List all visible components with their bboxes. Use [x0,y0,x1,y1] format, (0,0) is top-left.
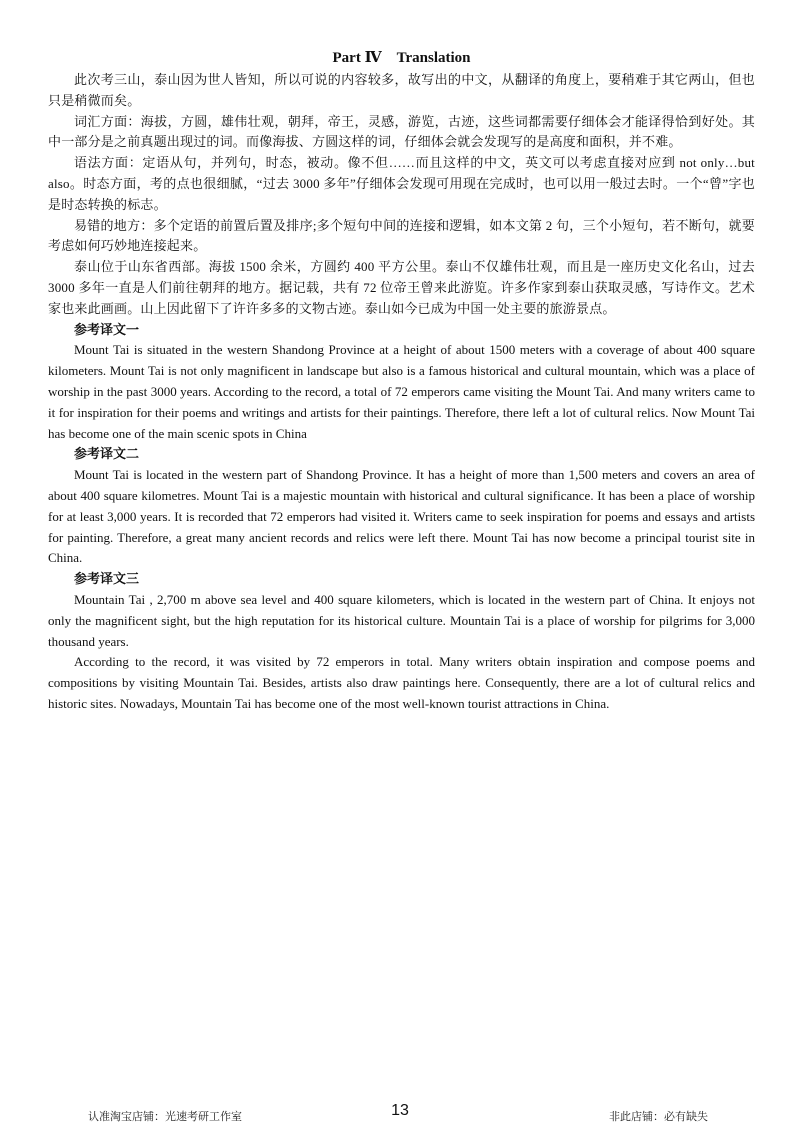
reference-translation-2-heading: 参考译文二 [74,446,140,462]
footer-shop-notice: 认准淘宝店铺：光速考研工作室 [88,1110,242,1123]
reference-translation-1-heading: 参考译文一 [74,321,140,337]
reference-translation-3-paragraph-1: Mountain Tai , 2,700 m above sea level and 400 square kilometers, which is located in the western part of China. It enjoys not only the magnificent sight, but the high reputation for its historical culture. Mountain Tai is a place of worship for pilgrims for 3,000 thousand years. [48,591,755,649]
intro-paragraph-grammar: 语法方面：定语从句，并列句，时态，被动。像不但……而且这样的中文，英文可以考虑直接对应到 not only…but also。时态方面，考的点也很细腻，“过去 3000 多年”仔细体会发现可用现在完成时，也可以用一般过去时。一个“曾”字也是时态转换的标志。 [48,155,755,212]
intro-paragraph-overview: 此次考三山，泰山因为世人皆知，所以可说的内容较多，故写出的中文，从翻译的角度上，要稍难于其它两山，但也只是稍微而矣。 [48,72,755,108]
page-number: 13 [391,1102,409,1119]
footer-warning: 非此店铺：必有缺失 [609,1110,708,1123]
reference-translation-2-paragraph: Mount Tai is located in the western part of Shandong Province. It has a height of more than 1,500 meters and covers an area of about 400 square kilometres. Mount Tai is a majestic mountain with historical and cultural significance. It has been a place of worship for at least 3,000 years. It is recorded that 72 emperors had visited it. Writers came to seek inspiration for poems and essays and artists for painting. Therefore, a great many ancient records and relics were left there. Mount Tai has now become a principal tourist site in China. [48,467,755,566]
reference-translation-1-paragraph: Mount Tai is situated in the western Shandong Province at a height of about 1500 meters with a coverage of about 400 square kilometers. Mount Tai is not only magnificent in landscape but also is a famous historical and cultural mountain, which was a place of worship in the past 3000 years. According to the record, a total of 72 emperors came visiting the Mount Tai. And many writers came to it for inspiration for their poems and writings and artists for their paintings. Therefore, there left a lot of cultural relics. Now Mount Tai has become one of the main scenic spots in China [48,342,755,441]
source-text-paragraph: 泰山位于山东省西部。海拔 1500 余米，方圆约 400 平方公里。泰山不仅雄伟壮观，而且是一座历史文化名山，过去 3000 多年一直是人们前往朝拜的地方。据记载，共有 72 位帝王曾来此游览。许多作家到泰山获取灵感，写诗作文。艺术家也来此画画。山上因此留下了许许多多的文物古迹。泰山如今已成为中国一处主要的旅游景点。 [48,259,755,316]
page-footer [0,1102,800,1126]
page-title: Part Ⅳ Translation [332,50,471,66]
reference-translation-3-paragraph-2: According to the record, it was visited by 72 emperors in total. Many writers obtain inspiration and compose poems and compositions by visiting Mountain Tai. Besides, artists also draw paintings here. Consequently, there are a lot of cultural relics and historic sites. Nowadays, Mountain Tai has become one of the most well-known tourist attractions in China. [48,654,755,711]
intro-paragraph-vocabulary: 词汇方面：海拔，方圆，雄伟壮观，朝拜，帝王，灵感，游览，古迹，这些词都需要仔细体会才能译得恰到好处。其中一部分是之前真题出现过的词。而像海拔、方圆这样的词，仔细体会就会发现写的是高度和面积，并不难。 [48,113,755,150]
document-page [48,48,755,715]
intro-paragraph-pitfalls: 易错的地方：多个定语的前置后置及排序;多个短句中间的连接和逻辑，如本文第 2 句，三个小短句，若不断句，就要考虑如何巧妙地连接起来。 [48,217,755,254]
reference-translation-3-heading: 参考译文三 [74,571,140,587]
